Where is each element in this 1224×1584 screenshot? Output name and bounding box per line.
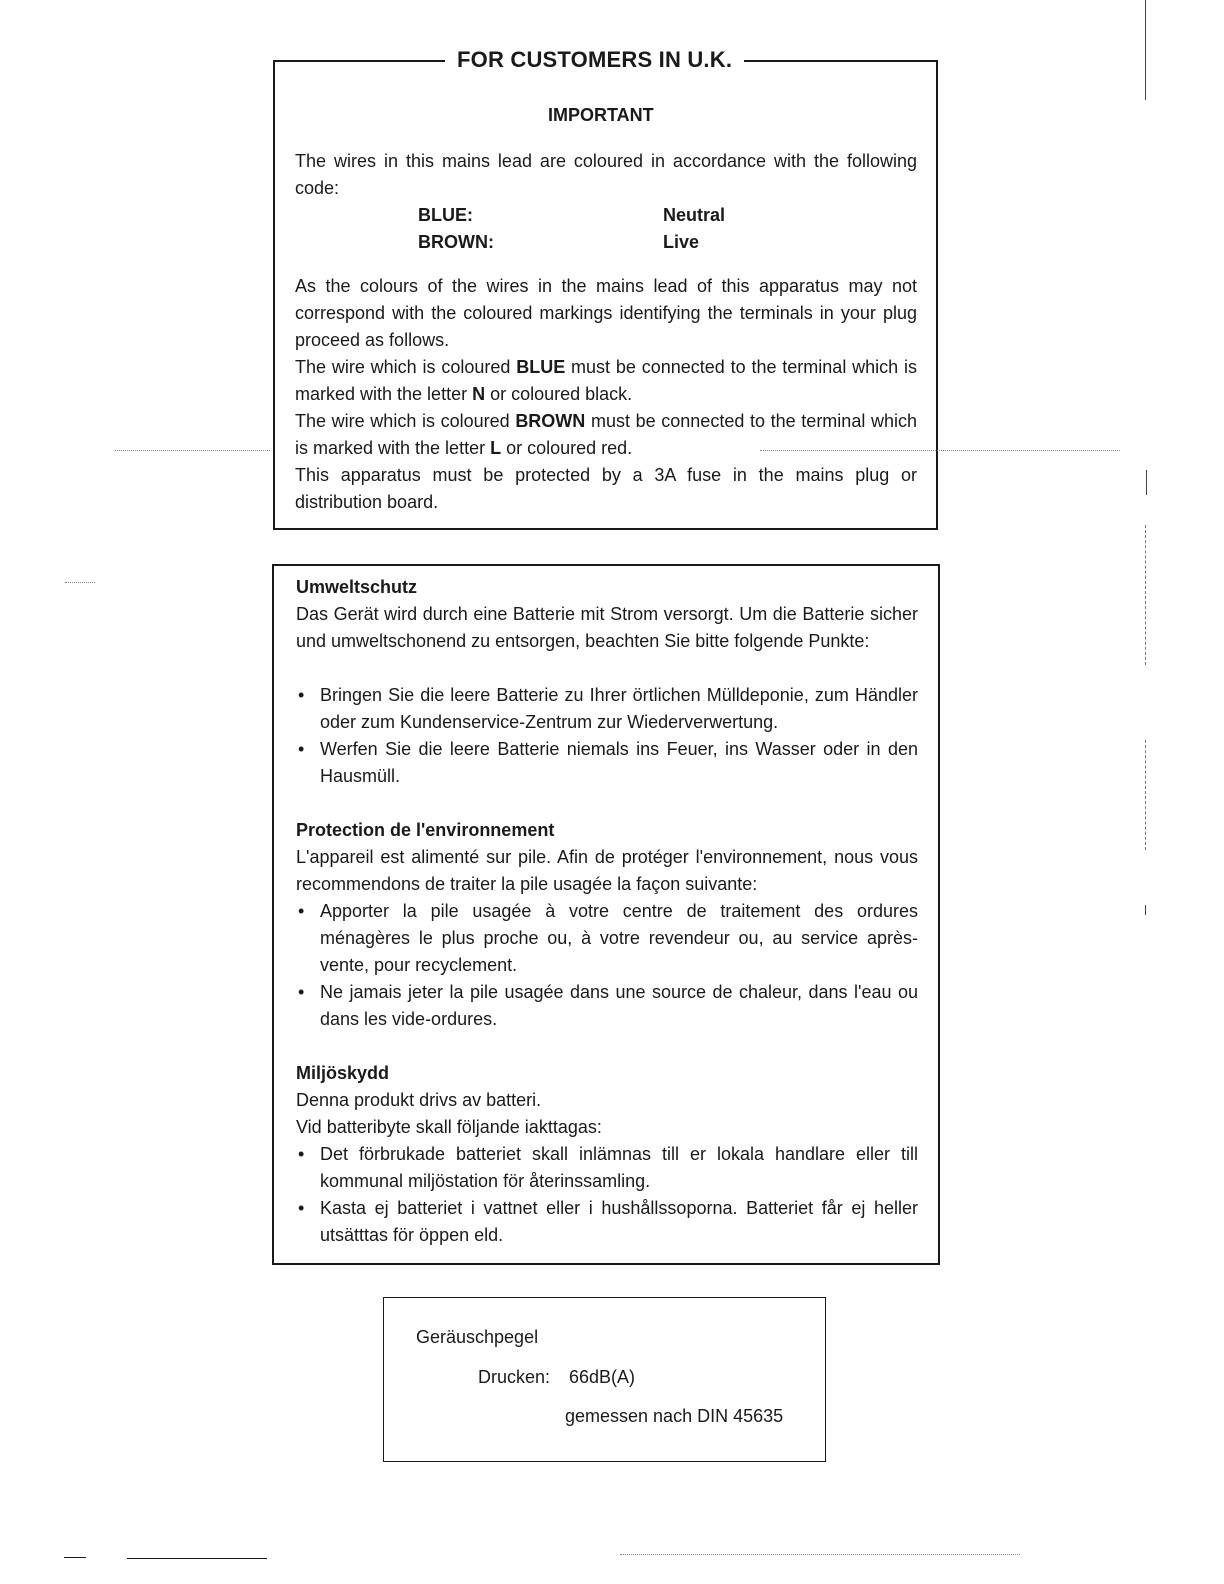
list-item: • Ne jamais jeter la pile usagée dans une source de chaleur, dans l'eau ou dans les vide-ordures. [296, 979, 918, 1033]
german-heading: Umweltschutz [296, 577, 418, 597]
environment-notice-box [272, 564, 940, 1265]
margin-line [1145, 905, 1146, 915]
margin-line [1145, 740, 1146, 850]
margin-line [1145, 525, 1146, 665]
bottom-rule [127, 1558, 267, 1559]
bottom-mark [64, 1557, 86, 1558]
uk-title: FOR CUSTOMERS IN U.K. [445, 45, 744, 75]
noise-label: Drucken: [478, 1367, 551, 1387]
code-brown-meaning: Live [663, 232, 700, 252]
list-item: • Kasta ej batteriet i vattnet eller i hushållssoporna. Batteriet får ej heller utsätttas för öppen eld. [296, 1195, 918, 1249]
code-brown-label: BROWN: [418, 232, 494, 252]
list-item: • Werfen Sie die leere Batterie niemals ins Feuer, ins Wasser oder in den Hausmüll. [296, 736, 918, 790]
french-bullet-list [296, 898, 918, 1033]
list-item: • Apporter la pile usagée à votre centre de traitement des ordures ménagères le plus proche ou, à votre revendeur ou, au service après-vente, pour recyclement. [296, 898, 918, 979]
margin-line [1145, 0, 1146, 100]
important-heading: IMPORTANT [548, 105, 654, 125]
french-text: L'appareil est alimenté sur pile. Afin de protéger l'environnement, nous vous recommendons de traiter la pile usagée la façon suivante: [296, 847, 918, 894]
wiring-paragraph [295, 273, 917, 516]
margin-dotted-line [65, 582, 95, 583]
swedish-line-1: Denna produkt drivs av batteri. [296, 1090, 542, 1110]
noise-value: 66dB(A) [569, 1367, 636, 1387]
brown-wire-instruction: The wire which is coloured BROWN must be connected to the terminal which is marked with the letter L or coloured red. [295, 411, 917, 458]
margin-line [1146, 470, 1147, 495]
swedish-bullet-list [296, 1141, 918, 1249]
noise-title: Geräuschpegel [416, 1327, 539, 1347]
colour-mismatch-text: As the colours of the wires in the mains lead of this apparatus may not correspond with the coloured markings identifying the terminals in your plug proceed as follows. [295, 276, 917, 350]
uk-notice-box [273, 47, 938, 530]
swedish-heading: Miljöskydd [296, 1063, 390, 1083]
margin-dotted-line [115, 450, 270, 451]
bottom-dotted-line [620, 1554, 1020, 1555]
code-blue-label: BLUE: [418, 205, 473, 225]
german-bullet-list [296, 682, 918, 790]
french-heading: Protection de l'environnement [296, 820, 555, 840]
blue-wire-instruction: The wire which is coloured BLUE must be connected to the terminal which is marked with the letter N or coloured black. [295, 357, 917, 404]
wire-code-intro: The wires in this mains lead are coloured in accordance with the following code: [295, 151, 917, 198]
noise-level-box [383, 1297, 826, 1462]
fuse-instruction: This apparatus must be protected by a 3A fuse in the mains plug or distribution board. [295, 465, 917, 512]
german-text: Das Gerät wird durch eine Batterie mit Strom versorgt. Um die Batterie sicher und umweltschonend zu entsorgen, beachten Sie bitte folgende Punkte: [296, 604, 918, 651]
code-blue-meaning: Neutral [663, 205, 726, 225]
swedish-line-2: Vid batteribyte skall följande iakttagas: [296, 1117, 602, 1137]
margin-dotted-line [760, 450, 1120, 451]
list-item: • Det förbrukade batteriet skall inlämnas till er lokala handlare eller till kommunal miljöstation för återinssamling. [296, 1141, 918, 1195]
list-item: • Bringen Sie die leere Batterie zu Ihrer örtlichen Mülldeponie, zum Händler oder zum Kundenservice-Zentrum zur Wiederverwertung. [296, 682, 918, 736]
noise-note: gemessen nach DIN 45635 [565, 1406, 784, 1426]
